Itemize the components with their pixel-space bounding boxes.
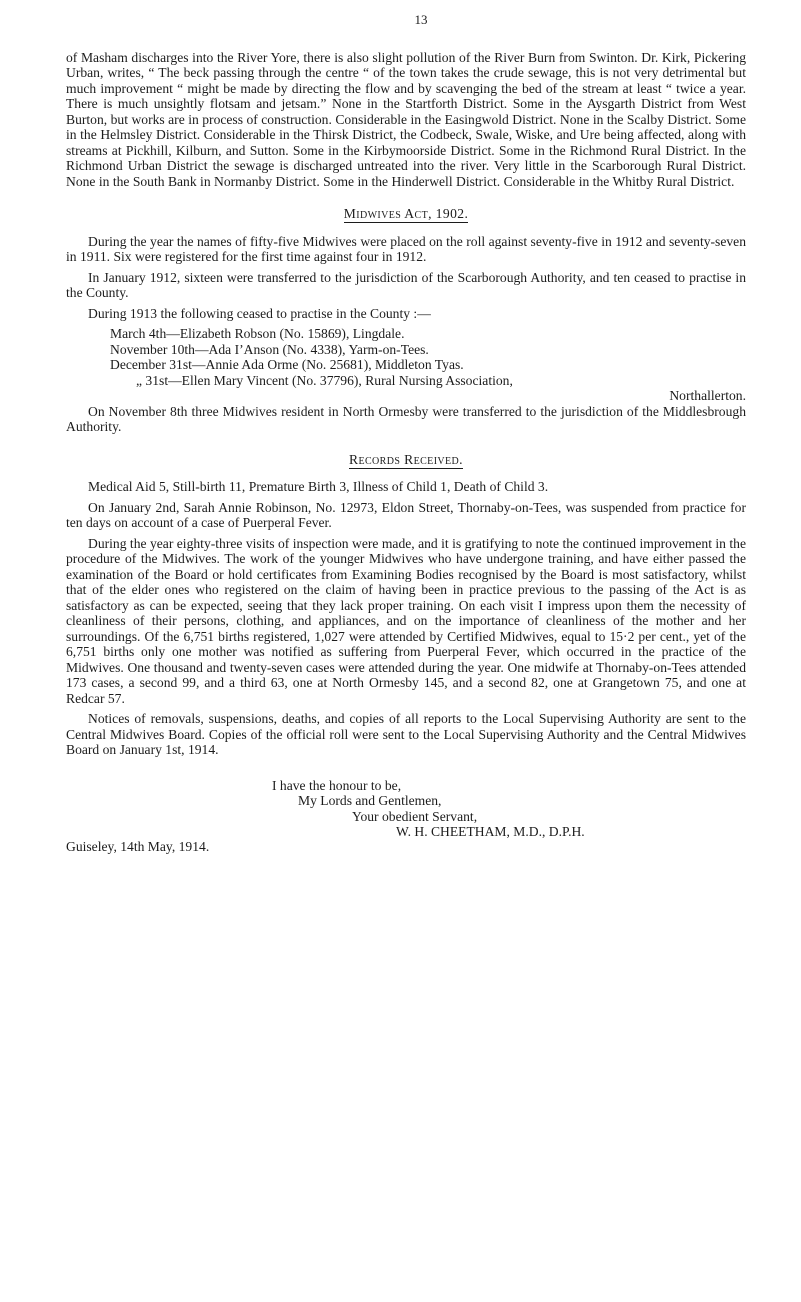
intro-paragraph: of Masham discharges into the River Yore, there is also slight pollution of the River Burn from Swinton. Dr. Kirk, Pickering Urban, writes, “ The beck passing through the centre “ of the town takes the crude sewage, this is not very detrimental but much improvement “ might be made by directing the flow and by scavenging the bed of the stream at least “ twice a year. There is much unsightly flotsam and jetsam.” None in the Startforth District. Some in the Aysgarth District from West Burton, but works are in process of construction. Considerable in the Easingwold District. None in the Scalby District. Some in the Helmsley District. Considerable in the Thirsk District, the Codbeck, Swale, Wiske, and Ure being affected, along with streams at Pickhill, Kilburn, and Sutton. Some in the Kirbymoorside District. Some in the Richmond Rural District. In the Richmond Urban District the sewage is discharged untreated into the river. Very little in the Scarborough Rural District. None in the South Bank in Normanby District. Some in the Hinderwell District. Considerable in the Whitby Rural District.: [66, 49, 746, 189]
list-item-continuation: Northallerton.: [669, 388, 746, 403]
midwives-act-heading-text: Midwives Act, 1902.: [343, 206, 469, 221]
list-item: November 10th—Ada I’Anson (No. 4338), Yarm-on-Tees.: [110, 341, 429, 357]
signature-line: I have the honour to be,: [272, 777, 402, 793]
records-paragraph: On January 2nd, Sarah Annie Robinson, No. 12973, Eldon Street, Thornaby-on-Tees, was suspended from practice for ten days on account of a case of Puerperal Fever.: [66, 499, 746, 530]
records-paragraph: Medical Aid 5, Still-birth 11, Premature Birth 3, Illness of Child 1, Death of Child 3.: [88, 479, 549, 494]
midwives-act-heading: [66, 206, 746, 222]
place-and-date: Guiseley, 14th May, 1914.: [66, 838, 210, 854]
list-item: „ 31st—Ellen Mary Vincent (No. 37796), Rural Nursing Association,: [136, 372, 513, 388]
records-received-heading-text: Records Received.: [349, 451, 463, 467]
midwives-paragraph: During the year the names of fifty-five Midwives were placed on the roll against seventy-five in 1912 and seventy-seven in 1911. Six were registered for the first time against four in 1912.: [66, 233, 746, 264]
midwives-transfer-paragraph: On November 8th three Midwives resident in North Ormesby were transferred to the jurisdiction of the Middlesbrough Authority.: [66, 403, 746, 434]
page-number: 13: [414, 12, 428, 27]
list-item: December 31st—Annie Ada Orme (No. 25681), Middleton Tyas.: [110, 357, 464, 372]
records-received-heading: [66, 452, 746, 468]
records-paragraph: Notices of removals, suspensions, deaths, and copies of all reports to the Local Supervising Authority are sent to the Central Midwives Board. Copies of the official roll were sent to the Local Supervising Authority and the Central Midwives Board on January 1st, 1914.: [66, 711, 746, 757]
signatory-name: W. H. CHEETHAM, M.D., D.P.H.: [396, 824, 585, 839]
signature-line: Your obedient Servant,: [352, 808, 478, 824]
midwives-paragraph: In January 1912, sixteen were transferred to the jurisdiction of the Scarborough Authority, and ten ceased to practise in the County.: [66, 269, 746, 300]
signature-block: [66, 778, 746, 855]
midwives-paragraph: During 1913 the following ceased to practise in the County :—: [88, 305, 431, 321]
list-item: March 4th—Elizabeth Robson (No. 15869), Lingdale.: [110, 326, 405, 341]
document-page: [66, 12, 746, 854]
ceased-practice-list: [110, 326, 746, 404]
records-paragraph: During the year eighty-three visits of inspection were made, and it is gratifying to note the continued improvement in the procedure of the Midwives. The work of the younger Midwives who have undergone training, and have either passed the examination of the Board or hold certificates from Examining Bodies recognised by the Board is most satisfactory, whilst that of the elder ones who registered on the claim of having been in practice previous to the passing of the Act is as satisfactory as can be expected, seeing that they lack proper training. On each visit I impress upon them the necessity of cleanliness of their persons, clothing, and appliances, and on the importance of cleanliness of the mother and her surroundings. Of the 6,751 births registered, 1,027 were attended by Certified Midwives, equal to 15·2 per cent., yet of the 6,751 births only one mother was notified as suffering from Puerperal Fever, which occurred in the practice of the Midwives. One thousand and twenty-seven cases were attended during the year. One midwife at Thornaby-on-Tees attended 173 cases, a second 99, and a third 63, one at North Ormesby 145, and a second 82, one at Grangetown 75, and one at Redcar 57.: [66, 535, 746, 706]
signature-line: My Lords and Gentlemen,: [298, 793, 442, 808]
